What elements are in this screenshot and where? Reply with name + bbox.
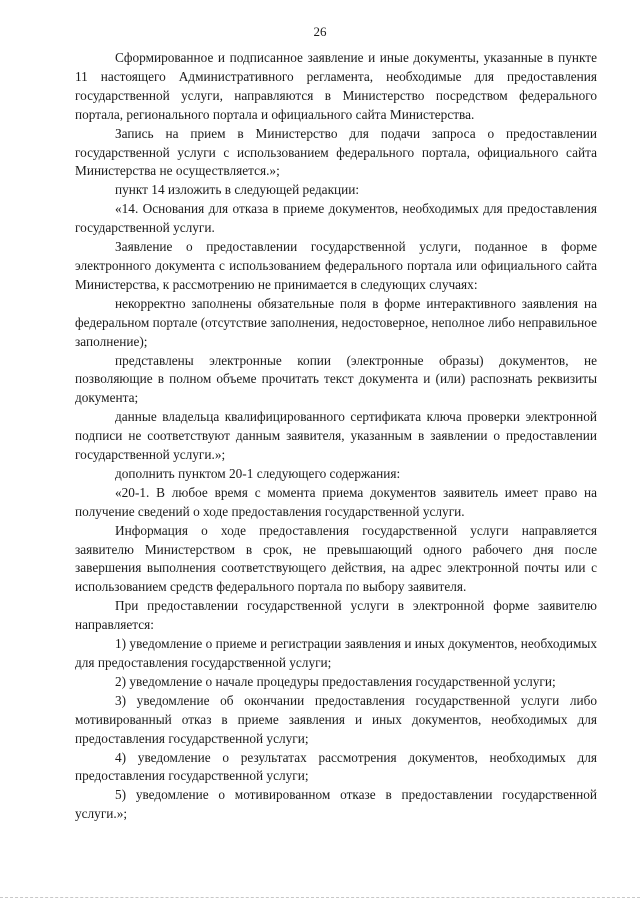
page-number: 26	[313, 24, 327, 39]
paragraph-case-certificate: данные владельца квалифицированного сертификата ключа проверки электронной подписи не соответствуют данным заявителя, указанным в заявлении о предоставлении государственной услуги.»;	[75, 409, 597, 463]
paragraph-case-copies: представлены электронные копии (электронные образы) документов, не позволяющие в полном объеме прочитать текст документа и (или) распознать реквизиты документа;	[75, 352, 597, 406]
paragraph-information-delivery: Информация о ходе предоставления государственной услуги направляется заявителю Министерством в срок, не превышающий одного рабочего дня после завершения выполнения соответствующего действия, на адрес электронной почты или с использованием средств федерального портала по выбору заявителя.	[75, 522, 597, 595]
list-item-notification-2: 2) уведомление о начале процедуры предоставления государственной услуги;	[115, 673, 556, 689]
paragraph-item-14-heading: «14. Основания для отказа в приеме документов, необходимых для предоставления государственной услуги.	[75, 201, 597, 236]
paragraph-notifications-intro: При предоставлении государственной услуги в электронной форме заявителю направляется:	[75, 598, 597, 633]
paragraph-item-20-1: «20-1. В любое время с момента приема документов заявитель имеет право на получение сведений о ходе предоставления государственной услуги.	[75, 484, 597, 519]
document-body	[75, 49, 597, 824]
list-item-notification-4: 4) уведомление о результатах рассмотрения документов, необходимых для предоставления государственной услуги;	[75, 749, 597, 784]
scan-edge-divider	[0, 897, 640, 898]
paragraph-add-item-20-1: дополнить пунктом 20-1 следующего содержания:	[115, 465, 401, 481]
list-item-notification-1: 1) уведомление о приеме и регистрации заявления и иных документов, необходимых для предоставления государственной услуги;	[75, 636, 597, 670]
paragraph-rejection-cases: Заявление о предоставлении государственной услуги, поданное в форме электронного документа с использованием федерального портала или официального сайта Министерства, к рассмотрению не принимается в следующих случаях:	[75, 239, 597, 292]
paragraph-amend-item-14: пункт 14 изложить в следующей редакции:	[115, 182, 360, 198]
paragraph-appointment: Запись на прием в Министерство для подачи запроса о предоставлении государственной услуги с использованием федерального портала, официального сайта Министерства не осуществляется.»;	[75, 125, 597, 179]
list-item-notification-5: 5) уведомление о мотивированном отказе в предоставлении государственной услуги.»;	[75, 787, 597, 822]
paragraph-submission: Сформированное и подписанное заявление и иные документы, указанные в пункте 11 настоящего Административного регламента, необходимые для предоставления государственной услуги, направляются в Министерство посредством федерального портала, регионального портала и официального сайта Министерства.	[75, 50, 597, 122]
list-item-notification-3: 3) уведомление об окончании предоставления государственной услуги либо мотивированный отказ в приеме заявления и иных документов, необходимых для предоставления государственной услуги;	[75, 692, 597, 746]
paragraph-case-fields: некорректно заполнены обязательные поля в форме интерактивного заявления на федеральном портале (отсутствие заполнения, недостоверное, неполное либо неправильное заполнение);	[75, 295, 597, 349]
